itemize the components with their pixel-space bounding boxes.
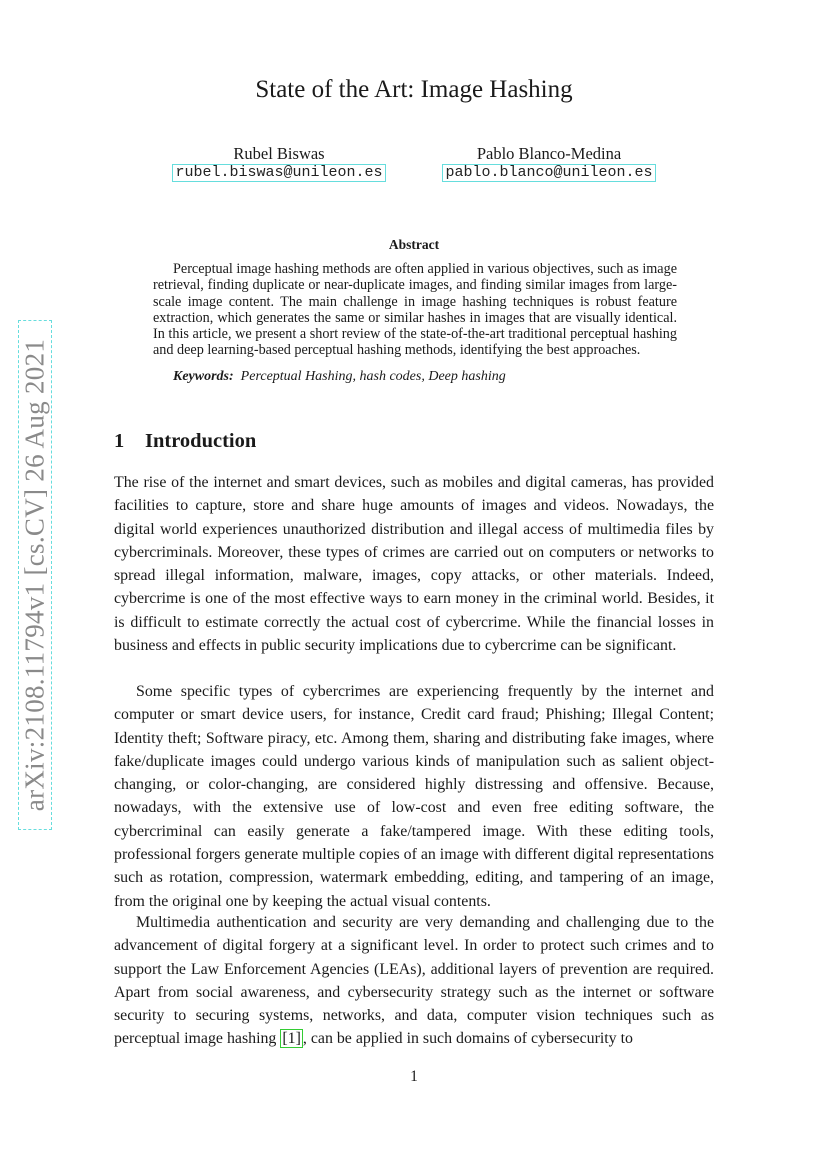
author-name: Pablo Blanco-Medina <box>476 144 622 163</box>
author-email-link[interactable]: rubel.biswas@unileon.es <box>172 164 385 182</box>
body-paragraph: The rise of the internet and smart devices, such as mobiles and digital cameras, has provided facilities to capture, store and share huge amounts of images and videos. Nowadays, the digital world experiences unauthorized distribution and illegal access of multimedia files by cybercriminals. Moreover, these types of crimes are carried out on computers or networks to spread illegal information, malware, images, copy attacks, or other materials. Indeed, cybercrime is one of the most effective ways to earn money in the criminal world. Besides, it is difficult to estimate correctly the actual cost of cybercrime. While the financial losses in business and effects in public security implications due to cybercrime can be significant. <box>114 474 714 655</box>
abstract-text: Perceptual image hashing methods are often applied in various objectives, such as image retrieval, finding duplicate or near-duplicate images, and finding similar images from large-scale image content. The main challenge in image hashing techniques is robust feature extraction, which generates the same or similar hashes in images that are visually identical. In this article, we present a short review of the state-of-the-art traditional perceptual hashing and deep learning-based perceptual hashing methods, identifying the best approaches. <box>153 261 677 359</box>
citation-link[interactable]: [1] <box>282 1030 301 1048</box>
author-block <box>432 145 666 182</box>
section-number: 1 <box>114 430 125 452</box>
page-number: 1 <box>410 1068 418 1085</box>
author-block <box>163 145 395 182</box>
section-heading <box>114 430 256 453</box>
author-email-link[interactable]: pablo.blanco@unileon.es <box>442 164 655 182</box>
body-paragraph <box>114 911 714 1051</box>
keywords-line <box>173 369 506 385</box>
arxiv-identifier[interactable] <box>18 320 52 830</box>
paragraph-text: Multimedia authentication and security are very demanding and challenging due to the advancement of digital forgery at a significant level. In order to protect such crimes and to support the Law Enforcement Agencies (LEAs), additional layers of prevention are required. Apart from social awareness, and cybersecurity strategy such as the internet or software security to securing systems, networks, and data, computer vision techniques such as perceptual image hashing <box>114 914 714 1048</box>
paragraph-tail: , can be applied in such domains of cybersecurity to <box>302 1030 633 1048</box>
section-title: Introduction <box>145 430 257 452</box>
abstract-heading: Abstract <box>388 237 440 252</box>
body-paragraph: Some specific types of cybercrimes are experiencing frequently by the internet and computer or smart device users, for instance, Credit card fraud; Phishing; Illegal Content; Identity theft; Software piracy, etc. Among them, sharing and distributing fake images, where fake/duplicate images could undergo various kinds of manipulation such as salient object-changing, or color-changing, are considered highly distressing and offensive. Because, nowadays, with the extensive use of low-cost and even free editing software, the cybercriminal can easily generate a fake/tampered image. With these editing tools, professional forgers generate multiple copies of an image with different digital representations such as rotation, compression, watermark embedding, editing, and tampering of an image, from the original one by keeping the actual visual contents. <box>114 683 714 910</box>
paper-title: State of the Art: Image Hashing <box>255 76 573 103</box>
author-name: Rubel Biswas <box>233 144 325 163</box>
keywords-label: Keywords: <box>173 369 234 384</box>
arxiv-identifier-text: arXiv:2108.11794v1 [cs.CV] 26 Aug 2021 <box>19 338 50 812</box>
keywords-text: Perceptual Hashing, hash codes, Deep hashing <box>240 369 506 384</box>
